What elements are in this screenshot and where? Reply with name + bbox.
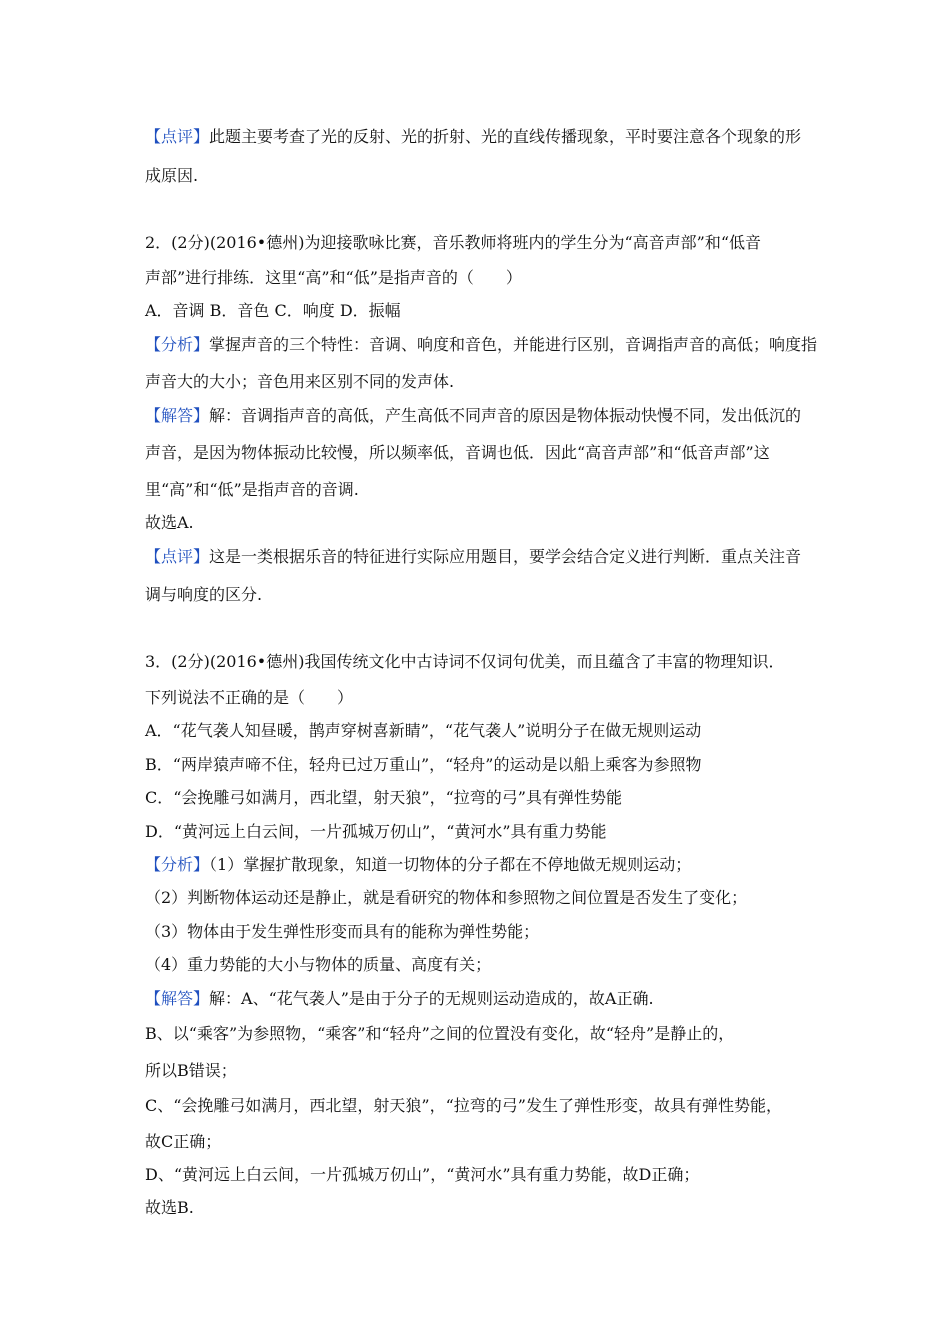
answer-line bbox=[145, 406, 801, 426]
answer-text: 解：音调指声音的高低，产生高低不同声音的原因是物体振动快慢不同，发出低沉的 bbox=[209, 406, 802, 425]
comment-text: 调与响度的区分. bbox=[145, 585, 263, 604]
analysis-tag: 【分析】 bbox=[145, 855, 210, 874]
comment-tag: 【点评】 bbox=[145, 127, 210, 146]
comment-line bbox=[145, 547, 801, 567]
analysis-line bbox=[145, 335, 817, 355]
question-2-stem: 2．(2分)(2016•德州)为迎接歌咏比赛，音乐教师将班内的学生分为“高音声部”和“低音 bbox=[145, 233, 762, 252]
answer-tag: 【解答】 bbox=[145, 406, 210, 425]
answer-tag: 【解答】 bbox=[145, 989, 210, 1008]
option-b: B．“两岸猿声啼不住，轻舟已过万重山”，“轻舟”的运动是以船上乘客为参照物 bbox=[145, 755, 702, 774]
comment-text: 此题主要考查了光的反射、光的折射、光的直线传播现象，平时要注意各个现象的形 bbox=[209, 127, 802, 146]
answer-text: B、以“乘客”为参照物，“乘客”和“轻舟”之间的位置没有变化，故“轻舟”是静止的， bbox=[145, 1024, 735, 1043]
answer-choice: 故选B. bbox=[145, 1198, 194, 1217]
option-a: A．“花气袭人知昼暖，鹊声穿树喜新睛”，“花气袭人”说明分子在做无规则运动 bbox=[145, 721, 702, 740]
analysis-text: （3）物体由于发生弹性形变而具有的能称为弹性势能； bbox=[145, 922, 540, 941]
question-3-stem: 3．(2分)(2016•德州)我国传统文化中古诗词不仅词句优美，而且蕴含了丰富的物理知识． bbox=[145, 652, 785, 671]
comment-text: 这是一类根据乐音的特征进行实际应用题目，要学会结合定义进行判断．重点关注音 bbox=[209, 547, 802, 566]
analysis-text: （1）掌握扩散现象，知道一切物体的分子都在不停地做无规则运动； bbox=[209, 855, 692, 874]
answer-text: 解：A、“花气袭人”是由于分子的无规则运动造成的，故A正确. bbox=[209, 989, 654, 1008]
analysis-text: 掌握声音的三个特性：音调、响度和音色，并能进行区别，音调指声音的高低；响度指 bbox=[209, 335, 818, 354]
answer-text: 所以B错误； bbox=[145, 1061, 237, 1080]
question-3-stem: 下列说法不正确的是（ ） bbox=[145, 688, 354, 707]
analysis-text: 声音大的大小；音色用来区别不同的发声体. bbox=[145, 372, 455, 391]
option-d: D．“黄河远上白云间，一片孤城万仞山”，“黄河水”具有重力势能 bbox=[145, 822, 607, 841]
answer-text: 声音，是因为物体振动比较慢，所以频率低，音调也低．因此“高音声部”和“低音声部”这 bbox=[145, 443, 770, 462]
answer-text: 故C正确； bbox=[145, 1132, 222, 1151]
comment-text: 成原因. bbox=[145, 166, 199, 185]
answer-line bbox=[145, 989, 654, 1009]
comment-tag: 【点评】 bbox=[145, 547, 210, 566]
comment-line bbox=[145, 127, 801, 147]
answer-text: C、“会挽雕弓如满月，西北望，射天狼”，“拉弯的弓”发生了弹性形变，故具有弹性势能， bbox=[145, 1096, 782, 1115]
analysis-tag: 【分析】 bbox=[145, 335, 210, 354]
answer-text: 里“高”和“低”是指声音的音调. bbox=[145, 480, 359, 499]
answer-choice: 故选A. bbox=[145, 513, 194, 532]
analysis-line bbox=[145, 855, 691, 875]
answer-text: D、“黄河远上白云间，一片孤城万仞山”，“黄河水”具有重力势能，故D正确； bbox=[145, 1165, 700, 1184]
analysis-text: （2）判断物体运动还是静止，就是看研究的物体和参照物之间位置是否发生了变化； bbox=[145, 888, 748, 907]
question-2-options: A．音调 B．音色 C．响度 D．振幅 bbox=[145, 301, 401, 320]
option-c: C．“会挽雕弓如满月，西北望，射天狼”，“拉弯的弓”具有弹性势能 bbox=[145, 788, 622, 807]
question-2-stem: 声部”进行排练．这里“高”和“低”是指声音的（ ） bbox=[145, 268, 522, 287]
analysis-text: （4）重力势能的大小与物体的质量、高度有关； bbox=[145, 955, 492, 974]
